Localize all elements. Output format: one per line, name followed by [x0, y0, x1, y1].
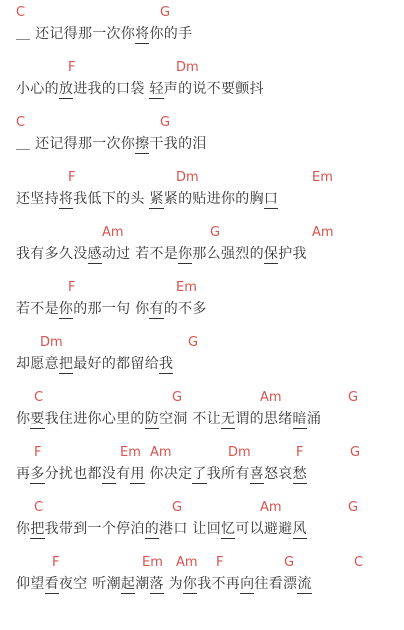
chord-anchor-syllable: 你 [58, 301, 74, 317]
chord-anchor-syllable: 无 [221, 411, 236, 427]
chord-line [0, 6, 404, 52]
chord-label: G [348, 390, 359, 405]
chord-label: C [16, 115, 26, 130]
lyric-segment: 仰望 [16, 576, 45, 592]
lyric-segment: 进我的口袋 [73, 81, 150, 97]
lyric-segment: 最好的都留给 [73, 356, 160, 372]
lyric-segment: 怒哀 [263, 466, 293, 482]
lyric-text [16, 300, 207, 318]
lyric-segment: 还记得那一次你 [30, 26, 136, 42]
lyric-segment: 潮 [135, 576, 150, 592]
lyric-segment: 空洞 不让 [159, 411, 221, 427]
chord-anchor-syllable: 流 [297, 576, 312, 592]
chord-label: F [216, 555, 224, 570]
chord-label: Am [260, 500, 282, 515]
lyric-segment: 我有多久没 [16, 246, 88, 262]
chord-label: C [34, 390, 44, 405]
chord-label: Am [102, 225, 124, 240]
chord-anchor-syllable: 防 [144, 411, 160, 427]
chord-anchor-syllable: 把 [58, 356, 74, 372]
chord-label: Em [120, 445, 141, 460]
chord-anchor-syllable: 你 [178, 246, 193, 262]
chord-label: F [68, 280, 76, 295]
chord-label: Em [312, 170, 333, 185]
chord-label: Am [260, 390, 282, 405]
lyric-text [16, 190, 278, 208]
chord-label: G [348, 500, 359, 515]
lyric-text [16, 80, 264, 98]
chord-anchor-syllable: 了 [192, 466, 207, 482]
lyric-segment: 涌 [306, 411, 322, 427]
lyric-segment: 我低下的头 [73, 191, 150, 207]
lyric-segment: 谓的思绪 [235, 411, 293, 427]
lyric-segment: 你的手 [149, 26, 193, 42]
chord-line [0, 556, 404, 602]
lyric-text [16, 245, 307, 263]
lyric-segment: 的不多 [163, 301, 207, 317]
lyric-segment: 再 [16, 466, 31, 482]
chord-line [0, 226, 404, 272]
chord-anchor-syllable: 将 [135, 26, 150, 42]
lyric-segment: 你决定 [144, 466, 193, 482]
lyric-segment: 分扰也都 [44, 466, 102, 482]
chord-anchor-syllable: 要 [30, 411, 45, 427]
lyric-text [16, 135, 207, 153]
lyric-segment: 还记得那一次你 [30, 136, 136, 152]
chord-anchor-syllable: 的 [144, 521, 160, 537]
chord-anchor-syllable: 轻 [149, 81, 164, 97]
chord-label: C [16, 5, 26, 20]
chord-label: Em [142, 555, 163, 570]
chord-anchor-syllable: 将 [58, 191, 74, 207]
lyric-segment: 干我的泪 [149, 136, 207, 152]
lyric-segment: 我不再 [197, 576, 241, 592]
chord-anchor-syllable: 落 [149, 576, 164, 592]
chord-label: Dm [176, 170, 199, 185]
lyric-segment: 我带到一个停泊 [44, 521, 145, 537]
chord-line [0, 391, 404, 437]
lyric-text [16, 520, 307, 538]
lyric-segment: 还坚持 [16, 191, 59, 207]
chord-label: Dm [228, 445, 251, 460]
chord-anchor-syllable: 看 [44, 576, 59, 592]
chord-label: G [172, 500, 183, 515]
lyric-segment: 往看漂 [254, 576, 298, 592]
chord-anchor-syllable: 没 [101, 466, 117, 482]
chord-anchor-syllable: 喜 [249, 466, 264, 482]
lyric-segment: 若不是 [16, 301, 59, 317]
chord-label: F [296, 445, 304, 460]
lyric-segment: 护我 [278, 246, 307, 262]
chord-label: Am [150, 445, 172, 460]
chord-anchor-syllable: 保 [263, 246, 279, 262]
chord-anchor-syllable: 有 [149, 301, 164, 317]
chord-line [0, 116, 404, 162]
chord-label: G [188, 335, 199, 350]
chord-anchor-syllable: 放 [58, 81, 74, 97]
lyric-segment: ＿ [16, 136, 31, 152]
lyric-text [16, 25, 192, 43]
chord-label: F [34, 445, 42, 460]
lyric-segment: 声的说不要颤抖 [163, 81, 264, 97]
chord-label: G [350, 445, 361, 460]
lyric-segment: 小心的 [16, 81, 59, 97]
lyric-segment: 的那一句 你 [73, 301, 150, 317]
chord-anchor-syllable: 你 [182, 576, 198, 592]
lyric-segment: 紧的贴进你的胸 [163, 191, 264, 207]
lyric-text [16, 465, 307, 483]
lyric-segment: 我住进你心里的 [44, 411, 145, 427]
chord-label: Am [312, 225, 334, 240]
chord-line [0, 171, 404, 217]
chord-label: C [354, 555, 364, 570]
lyric-segment: 你 [16, 411, 31, 427]
chord-label: C [34, 500, 44, 515]
chord-label: G [160, 5, 171, 20]
chord-label: F [68, 170, 76, 185]
chord-anchor-syllable: 愁 [292, 466, 307, 482]
chord-anchor-syllable: 多 [30, 466, 45, 482]
chord-anchor-syllable: 暗 [292, 411, 307, 427]
lyric-text [16, 355, 173, 373]
lyric-segment: 夜空 听潮 [58, 576, 121, 592]
chord-anchor-syllable: 忆 [221, 521, 236, 537]
chord-anchor-syllable: 口 [263, 191, 279, 207]
lyric-segment: 可以避避 [235, 521, 293, 537]
lyric-segment: 有 [116, 466, 131, 482]
lyric-segment: 那么强烈的 [192, 246, 264, 262]
chord-anchor-syllable: 起 [120, 576, 136, 592]
chord-anchor-syllable: 我 [159, 356, 174, 372]
chord-anchor-syllable: 风 [292, 521, 307, 537]
chord-line [0, 281, 404, 327]
chord-line [0, 446, 404, 492]
lyric-text [16, 575, 312, 593]
chord-anchor-syllable: 感 [87, 246, 102, 262]
lyric-text [16, 410, 321, 428]
lyric-segment: 港口 让回 [159, 521, 221, 537]
chord-anchor-syllable: 擦 [135, 136, 150, 152]
chord-line [0, 336, 404, 382]
chord-anchor-syllable: 向 [240, 576, 255, 592]
lyric-segment: 却愿意 [16, 356, 59, 372]
lyric-segment: 为 [163, 576, 183, 592]
chord-line [0, 501, 404, 547]
chord-label: G [160, 115, 171, 130]
chord-label: G [210, 225, 221, 240]
lyric-segment: 我所有 [206, 466, 250, 482]
chord-anchor-syllable: 用 [130, 466, 145, 482]
chord-label: Em [176, 280, 197, 295]
chord-anchor-syllable: 把 [30, 521, 45, 537]
chord-label: Dm [40, 335, 63, 350]
chord-label: G [284, 555, 295, 570]
chord-label: F [52, 555, 60, 570]
chord-label: Dm [176, 60, 199, 75]
chord-label: G [172, 390, 183, 405]
lyric-segment: 动过 若不是 [101, 246, 179, 262]
chord-anchor-syllable: 紧 [149, 191, 164, 207]
chord-label: Am [176, 555, 198, 570]
lyric-segment: 你 [16, 521, 31, 537]
chord-label: F [68, 60, 76, 75]
chord-line [0, 61, 404, 107]
lyric-segment: ＿ [16, 26, 31, 42]
